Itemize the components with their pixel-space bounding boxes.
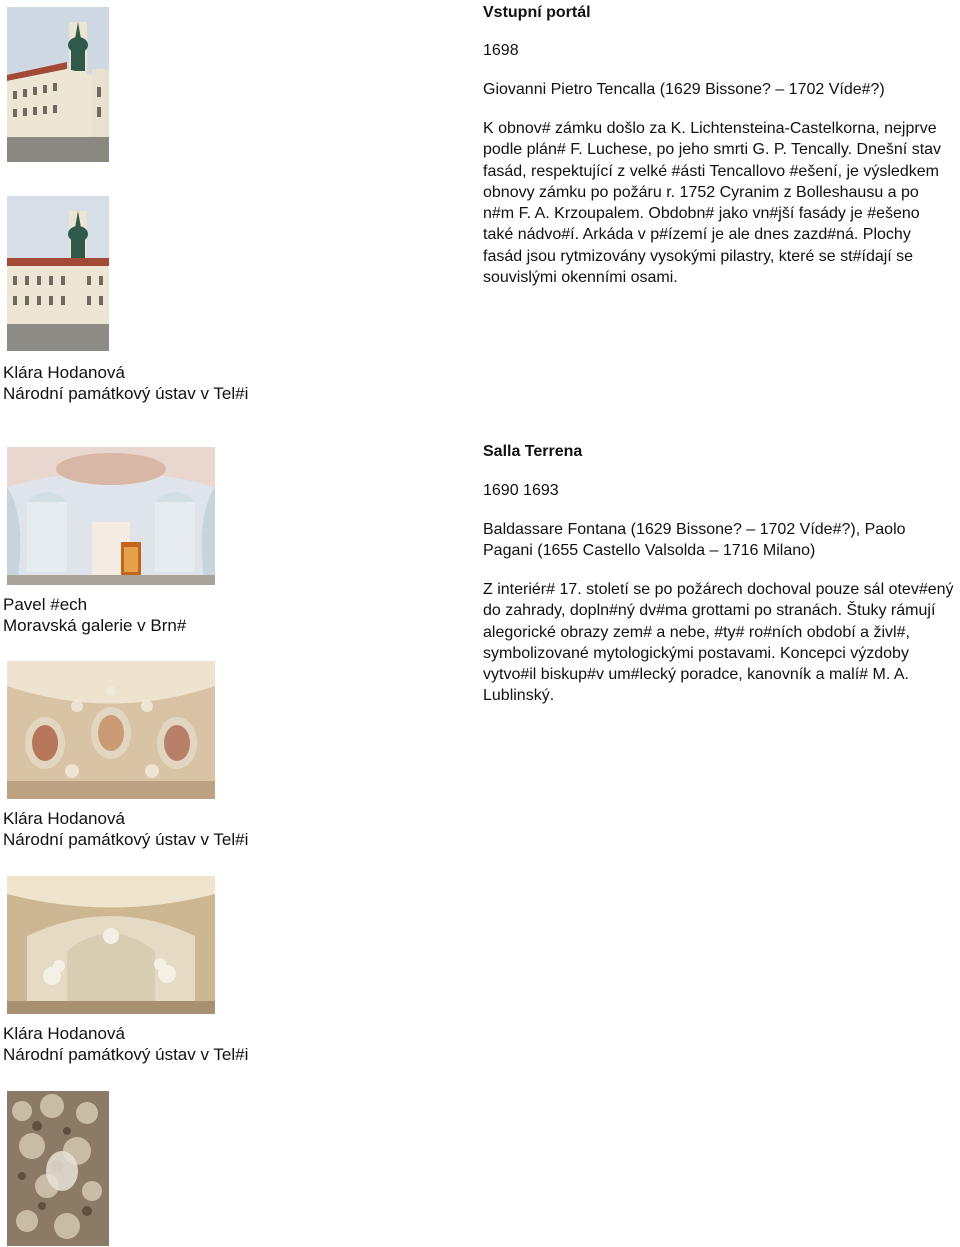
photo-salla-terrena-interior bbox=[7, 447, 215, 585]
credit-organization: Národní památkový ústav v Tel#i bbox=[3, 1045, 249, 1064]
photo-credit bbox=[3, 1023, 248, 1065]
photo-credit bbox=[3, 808, 248, 850]
credit-name: Pavel #ech bbox=[3, 595, 88, 614]
section-year: 1698 bbox=[483, 42, 519, 59]
section-description: Z interiér# 17. století se po požárech dochoval pouze sál otev#ený do zahrady, dopln#ný dv#ma grottami po stranách. Štuky rámují alegorické obrazy zem# a nebe, #ty# ro#ních období a živl#, symbolizované mytologickými postavami. Koncepci výzdoby vytvo#il biskup#v um#lecký poradce, kanovník a malí# M. A. Lublinský. bbox=[483, 581, 954, 705]
photo-stucco-ceiling-2 bbox=[7, 876, 215, 1014]
credit-organization: Národní památkový ústav v Tel#i bbox=[3, 384, 249, 403]
credit-name: Klára Hodanová bbox=[3, 1024, 125, 1043]
photo-credit bbox=[3, 362, 248, 404]
section-description: K obnov# zámku došlo za K. Lichtensteina-Castelkorna, nejprve podle plán# F. Luchese, po jeho smrti G. P. Tencally. Dnešní stav fasád, respektující z velké #ásti Tencallovo #ešení, je výsledkem obnovy zámku po požáru r. 1752 Cyranim z Bolleshausu a po n#m F. A. Krzoupalem. Obdobn# jako vn#jší fasády je #ešeno také nádvo#í. Arkáda v p#ízemí je ale dnes zazd#ná. Plochy fasád jsou rytmizovány vysokými pilastry, které se st#ídají se souvislými okenními osami. bbox=[483, 120, 942, 287]
section-author: Giovanni Pietro Tencalla (1629 Bissone? – 1702 Víde#?) bbox=[483, 81, 885, 98]
photo-stucco-ceiling-1 bbox=[7, 661, 215, 799]
section-years: 1690 1693 bbox=[483, 482, 559, 499]
section-title-vstupni-portal: Vstupní portál bbox=[483, 4, 591, 21]
credit-organization: Moravská galerie v Brn# bbox=[3, 616, 187, 635]
photo-grotto-detail bbox=[7, 1091, 109, 1246]
photo-castle-facade-2 bbox=[7, 196, 109, 351]
credit-name: Klára Hodanová bbox=[3, 363, 125, 382]
credit-name: Klára Hodanová bbox=[3, 809, 125, 828]
credit-organization: Národní památkový ústav v Tel#i bbox=[3, 830, 249, 849]
photo-castle-facade-1 bbox=[7, 7, 109, 162]
photo-credit bbox=[3, 594, 186, 636]
section-title-salla-terrena: Salla Terrena bbox=[483, 443, 583, 460]
section-authors: Baldassare Fontana (1629 Bissone? – 1702 Víde#?), Paolo Pagani (1655 Castello Valsolda – 1716 Milano) bbox=[483, 521, 906, 560]
